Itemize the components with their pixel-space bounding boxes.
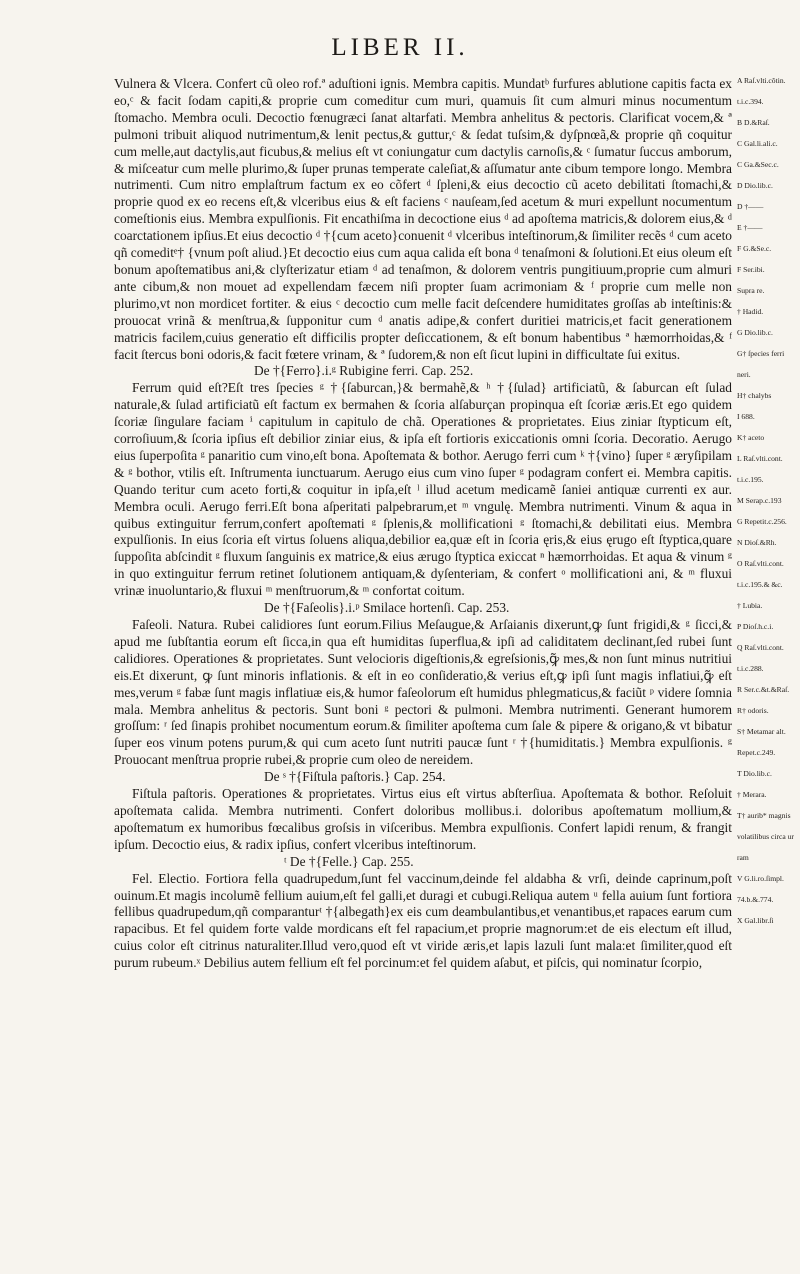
chapter-heading-255: ᵗ De †{Felle.} Cap. 255. <box>284 853 414 869</box>
margin-note: t.i.c.394. <box>737 97 764 106</box>
margin-note: Q Raſ.vlti.cont. <box>737 643 784 652</box>
text-paragraph: Faſeoli. Natura. Rubei calidiores ſunt eorum.Filius Meſaugue,& Arſaianis dixerunt,ꝙ ſunt frigidi,& ᵍ ſicci,& apud me ſubſtantia eorum eſt ſicca,in qua eſt humiditas ſuperflua,& ipſi ad caliditatem declinant,ſed rubei ſunt calidiores. Operationes & proprietates. Sunt velocioris digeſtionis,& egreſsionis,ꝙ̃ mes,& non ſunt minus nutritiui eis.Et dixerunt, ꝙ ſunt minoris inflationis. & eſt in eo conſideratio,& verius eſt,ꝙ ipſi ſunt magis inflatiui,ꝙ̃ eſt mes,verum ᵍ fabæ ſunt magis inflatiuæ eis,& humor faſeolorum eſt humidus phlegmaticus,& faciũt ᵖ videre ſomnia mala. Membra anhelitus & pectoris. Sunt boni ᵍ pectori & pulmoni. Membra nutrimenti. Generant humorem groſſum: ʳ ſed ſinapis prohibet nocumentum eorum.& ſimiliter apoſtema cum ſale & pipere & origano,& vt bibatur ſuper eos vinum potens purum,& qui cum aceto ſunt nutriti paucæ ſunt ʳ †{humiditatis.} Membra expulſionis. ᵍ Prouocant menſtrua proprie rubei,& proprie cum oleo de nereidem. <box>114 617 732 768</box>
main-text-column <box>114 76 732 972</box>
margin-note: † Hadid. <box>737 307 764 316</box>
margin-note: E †—— <box>737 223 763 232</box>
margin-note: ram <box>737 853 749 862</box>
text-paragraph: Vulnera & Vlcera. Confert cũ oleo rof.ª aduſtioni ignis. Membra capitis. Mundatᵇ furfures ablutione capitis facta ex eo,ᶜ & facit ſodam capiti,& proprie cum comeditur cum muri, quamuis ſit cum almuri minus nocumentum ſtomacho. Membra oculi. Decoctio fœnugræci ſanat altarfati. Membra anhelitus & pectoris. Clarificat vocem,& ª pulmoni tribuit aliquod nutrimentum,& lenit pectus,& guttur,ᶜ & ſedat tuſsim,& dyſpnœã,& proprie qñ coquitur cum melle,aut dactylis,aut ficubus,& melius eſt vt coniungatur cum dactylis carnoſis,& ᶜ ſumatur ſuccus amborum, & miſceatur cum melle plurimo,& ſuper prunas temperate caleſiat,& aſſumatur ante cibum tempore longo. Membra nutrimenti. Cum nitro emplaſtrum factum ex eo cõfert ᵈ ſpleni,& eius decoctio cũ aceto debilitati ſtomachi,& proprie quod ex eo recens eſt,& vlceribus eius & eſt faciens ᶜ nauſeam,ſed acetum & muri expellunt nocumentum comeſtionis eius. Membra expulſionis. Fit encathiſma in decoctione eius ᵈ ad apoſtema matricis,& dolorem eius,& ᵈ coarctationem ipſius.Et eius decoctio ᵈ †{cum aceto}conuenit ᵈ vlceribus inteſtinorum,& ſimiliter recẽs ᵈ cum aceto qñ comeditᵉ† {vnum poſt aliud.}Et decoctio eius cum aqua calida eſt bona ᵈ tenaſmoni & ſolutioni.Et eius oleum eſt bonum apoſtematibus ani,& clyſterizatur etiam ᵈ ad tenaſmon, & dolorem ventris pungitiuum,proprie cum almuri ante cibum,& non mouet ad expellendam fæcem niſi propter ſuam acrimoniam & ᶠ proprie cum melle non plurimo,vt non mordicet fortiter. & eius ᶜ decoctio cum melle facit deſcendere humiditates groſſas ab inteſtinis:& prouocat vrinã & menſtrua,& ſupponitur cum ᵈ anatis adipe,& confert duritiei matricis,et facit generationem matricis facilem,cuius generatio eſt difficilis propter deſiccationem, & eſt bonum habentibus ª hæmorrhoidas,& ᶠ facit ſtercus boni odoris,& facit fœtere vrinam, & ª ſudorem,& non eſt ſicut lupini in difficultate ſui exitus. <box>114 76 732 362</box>
margin-note: G† ſpecies ferri <box>737 349 785 358</box>
margin-note: N Dioſ.&Rh. <box>737 538 777 547</box>
margin-note: B D.&Raſ. <box>737 118 770 127</box>
margin-note: † Lubia. <box>737 601 763 610</box>
running-head: LIBER II. <box>331 34 469 61</box>
chapter-heading-252: De †{Ferro}.i.ᵍ Rubigine ferri. Cap. 252. <box>254 363 474 379</box>
margin-note: P Dioſ.h.c.i. <box>737 622 774 631</box>
margin-note: D Dio.lib.c. <box>737 181 773 190</box>
margin-note: C Gal.li.ali.c. <box>737 139 778 148</box>
margin-note: Supra re. <box>737 286 765 295</box>
margin-note: † Merara. <box>737 790 767 799</box>
marginal-annotations <box>737 76 797 937</box>
chapter-heading-253: De †{Faſeolis}.i.ᵖ Smilace hortenſi. Cap. 253. <box>264 600 510 616</box>
margin-note: V G.li.ro.ſimpl. <box>737 874 784 883</box>
margin-note: G Repetit.c.256. <box>737 517 787 526</box>
margin-note: Repet.c.249. <box>737 748 776 757</box>
margin-note: M Serap.c.193 <box>737 496 782 505</box>
margin-note: A Raſ.vlti.cõtin. <box>737 76 786 85</box>
text-paragraph: Fel. Electio. Fortiora fella quadrupedum,ſunt fel vaccinum,deinde fel aldabha & vrſi, deinde caprinum,poſt ouinum.Et magis incolumẽ fellium auium,eſt fel galli,et duragi et cubugi.Reliqua autem ᵘ fella auium ſunt fortiora fellibus quadrupedum,qñ comparanturᵗ †{albegath}ex eis cum deambulantibus,et venantibus,et rapaces earum cum rapacibus. Et fel quidem forte valde mordicans eſt fel rapacium,et proprie magnorum:et de eis electum eſt illud, cuius color eſt citrinus naturaliter.Illud vero,quod eſt vt viride æris,et lapis lazuli ſunt mala:et ſimiliter,quod eſt purum rubeum.ˣ Debilius autem fellium eſt fel porcinum:et fel quidem aſabut, et piſcis, qui nominatur ſcorpio, <box>114 870 732 971</box>
margin-note: t.i.c.288. <box>737 664 764 673</box>
margin-note: volatilibus circa ur <box>737 832 794 841</box>
margin-note: L Raſ.vlti.cont. <box>737 454 783 463</box>
margin-note: neri. <box>737 370 751 379</box>
margin-note: t.i.c.195.& &c. <box>737 580 783 589</box>
margin-note: R† odoris. <box>737 706 769 715</box>
margin-note: T Dio.lib.c. <box>737 769 772 778</box>
margin-note: t.i.c.195. <box>737 475 764 484</box>
margin-note: 74.b.&.774. <box>737 895 774 904</box>
margin-note: G Dio.lib.c. <box>737 328 773 337</box>
text-paragraph: Fiſtula paſtoris. Operationes & proprietates. Virtus eius eſt virtus abſterſiua. Apoſtemata & bothor. Reſoluit apoſtemata calida. Membra nutrimenti. Confert doloribus mollibus.i. doloribus apoſtematum mollium,& apoſtematum ex humoribus fœcalibus groſsis in viſceribus. Membra expulſionis. Confert lapidi renum, & frangit ipſum. Decoctio eius, & radix ipſius, confert vlceribus inteſtinorum. <box>114 786 732 852</box>
margin-note: F G.&Se.c. <box>737 244 772 253</box>
margin-note: X Gal.libr.ſi <box>737 916 774 925</box>
margin-note: S† Metamar alt. <box>737 727 786 736</box>
margin-note: I 688. <box>737 412 755 421</box>
text-paragraph: Ferrum quid eſt?Eſt tres ſpecies ᵍ †{ſaburcan,}& bermahẽ,& ʰ †{ſulad} artificiatũ, & ſaburcan eſt ſulad naturale,& ſulad artificiatũ eſt factum ex bermahen & ſcoria alſaburçan propinqua eſt ſcoriæ æris.Et ego quidem ſcoriæ ſingulare faciam ⁱ capitulum in capitulo de chã. Operationes & proprietates. Eius ziniar ſtypticum eſt, corroſiuum,& ſcoria ipſius eſt debilior ziniar eius, & ipſa eſt fortioris exiccationis omni ſcoria. Decoratio. Aerugo eius ſuperpoſita ᵍ panaritio cum vino,eſt bona. Apoſtemata & bothor. Aerugo ferri cum ᵏ †{vino} ſuper ᵍ æryſipilam & ᵍ bothor, vtilis eſt. Inſtrumenta iunctuarum. Aerugo eius cum vino ſuper ᵍ podagram confert ei. Membra capitis. Quando teritur cum aceto forti,& coquitur in ipſa,eſt ˡ illud acetum medicamẽ ſaniei antiquæ currenti ex aur. Membra oculi. Aerugo ferri.Eſt bona aſperitati palpebrarum,et ᵐ vngulę. Membra nutrimenti. Vinum & aqua in quibus extinguitur ferrum,confert apoſtemati ᵍ ſplenis,& mollificationi ᵍ ſtomachi,& debilitati eius. Membra expulſionis. In eius ſcoria eſt virtus ſoluens aliqua,debilior ea,quæ eſt in ſcoria ęris,& eius ęrugo eſt ſtyptica,quare ſuppoſita abſcindit ᵍ fluxum ſanguinis ex matrice,& eius ærugo ſtyptica exiccat ⁿ hæmorrhoidas. Et aqua & vinum ᵍ in quo extinguitur ferrum retinet ſolutionem antiquam,& dyſenteriam, & confert ᵒ mollificationi ani, & ᵐ fluxui vrinæ inuoluntario,& fluxui ᵐ menſtruorum,& ᵐ confortat coitum. <box>114 380 732 599</box>
margin-note: C Ga.&Sec.c. <box>737 160 779 169</box>
margin-note: O Raſ.vlti.cont. <box>737 559 784 568</box>
margin-note: T† aurib* magnis <box>737 811 791 820</box>
margin-note: H† chalybs <box>737 391 772 400</box>
margin-note: R Ser.c.&t.&Raſ. <box>737 685 790 694</box>
chapter-heading-254: De ˢ †{Fiſtula paſtoris.} Cap. 254. <box>264 769 446 785</box>
margin-note: K† aceto <box>737 433 765 442</box>
margin-note: F Ser.ibi. <box>737 265 765 274</box>
margin-note: D †—— <box>737 202 764 211</box>
